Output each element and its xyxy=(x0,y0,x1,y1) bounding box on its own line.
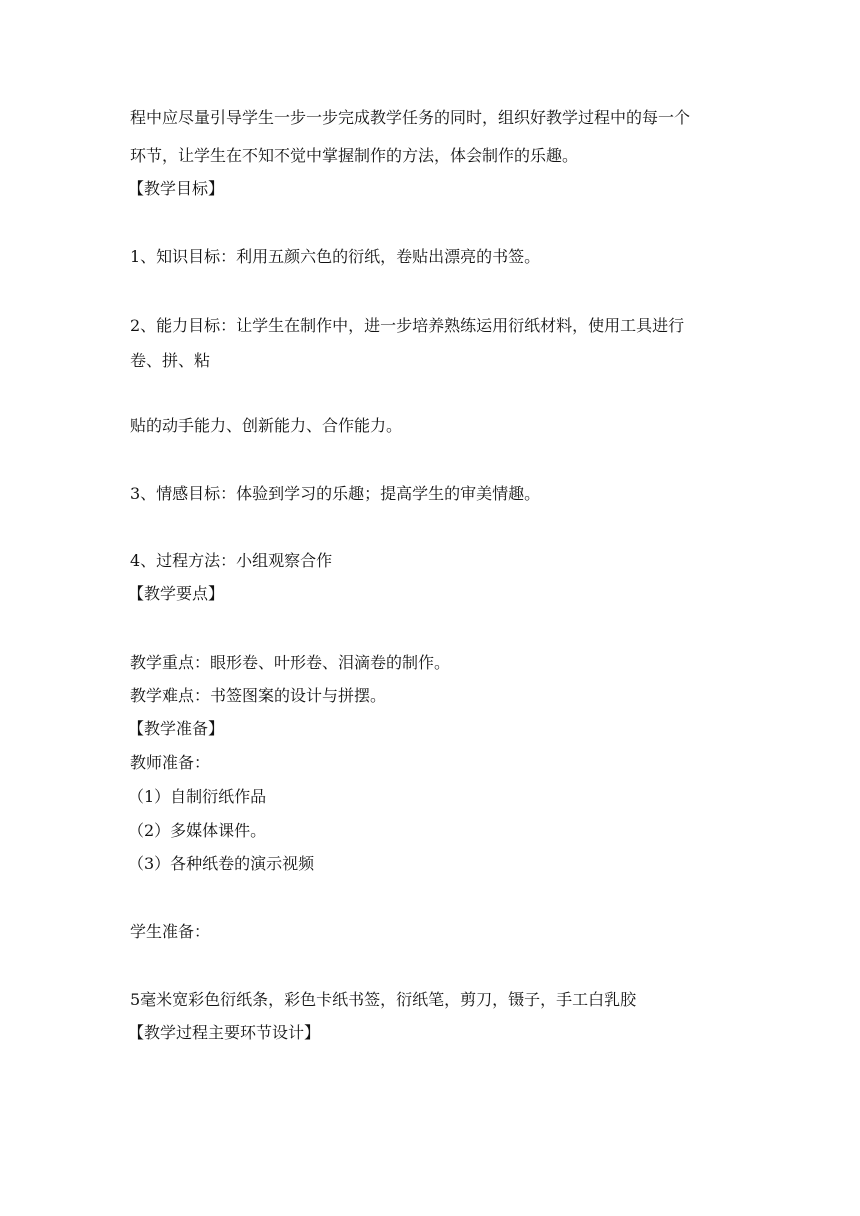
student-prep-materials: 5毫米宽彩色衍纸条，彩色卡纸书签，衍纸笔，剪刀，镊子，手工白乳胶 xyxy=(130,990,637,1009)
section-heading-objectives: 【教学目标】 xyxy=(128,179,225,198)
teacher-prep-item-2: （2）多媒体课件。 xyxy=(128,821,267,840)
objective-knowledge: 1、知识目标：利用五颜六色的衍纸，卷贴出漂亮的书签。 xyxy=(130,247,541,266)
objective-ability: 2、能力目标：让学生在制作中，进一步培养熟练运用衍纸材料，使用工具进行 xyxy=(130,316,685,335)
section-heading-process: 【教学过程主要环节设计】 xyxy=(128,1023,321,1042)
teacher-prep-item-1: （1）自制衍纸作品 xyxy=(128,787,267,806)
section-heading-keypoints: 【教学要点】 xyxy=(128,584,225,603)
objective-process: 4、过程方法：小组观察合作 xyxy=(130,551,333,570)
keypoint-focus: 教学重点：眼形卷、叶形卷、泪滴卷的制作。 xyxy=(130,653,451,672)
teacher-preparation-label: 教师准备： xyxy=(130,753,211,772)
student-preparation-label: 学生准备： xyxy=(130,922,211,941)
objective-ability-cont-1: 卷、拼、粘 xyxy=(130,351,211,370)
teacher-prep-item-3: （3）各种纸卷的演示视频 xyxy=(128,854,315,873)
section-heading-preparation: 【教学准备】 xyxy=(128,719,225,738)
paragraph-line-1: 程中应尽量引导学生一步一步完成教学任务的同时，组织好教学过程中的每一个 xyxy=(130,108,691,127)
paragraph-line-2: 环节，让学生在不知不觉中掌握制作的方法，体会制作的乐趣。 xyxy=(130,146,579,165)
objective-ability-cont-2: 贴的动手能力、创新能力、合作能力。 xyxy=(130,416,403,435)
keypoint-difficulty: 教学难点：书签图案的设计与拼摆。 xyxy=(130,686,387,705)
objective-emotion: 3、情感目标：体验到学习的乐趣；提高学生的审美情趣。 xyxy=(130,484,541,503)
